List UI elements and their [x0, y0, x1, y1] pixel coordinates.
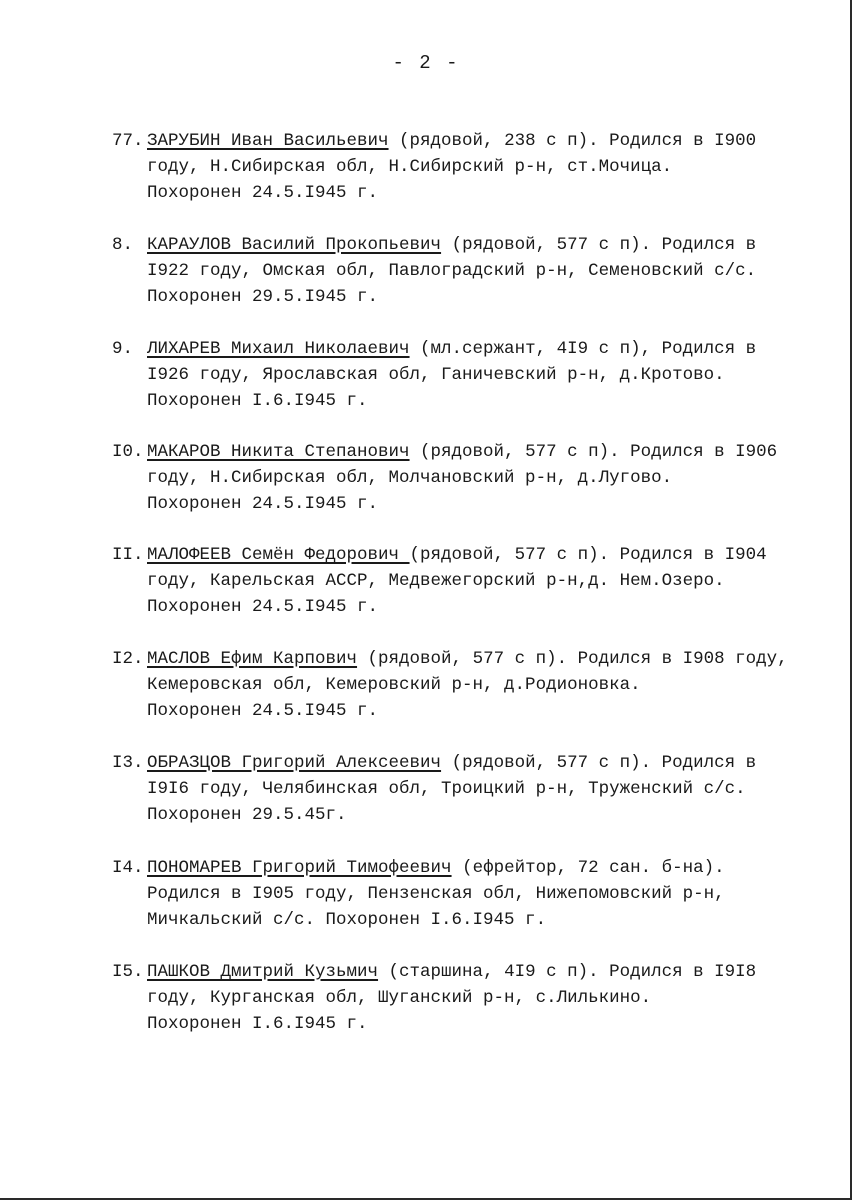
entry-details: (рядовой, 577 с п). Родился в	[441, 235, 757, 255]
entry-line: Похоронен I.6.I945 г.	[147, 391, 368, 411]
entry-details: (рядовой, 577 с п). Родился в I904	[409, 545, 767, 565]
entry-line: Родился в I905 году, Пензенская обл, Нижепомовский р-н,	[147, 884, 725, 904]
entry-number: I0.	[112, 442, 144, 462]
entry-line: году, Карельская АССР, Медвежегорский р-н,д. Нем.Озеро.	[147, 571, 725, 591]
entry-line: I926 году, Ярославская обл, Ганичевский р-н, д.Кротово.	[147, 365, 725, 385]
entry-number: 77.	[112, 131, 144, 151]
entry-line: Похоронен 24.5.I945 г.	[147, 701, 379, 721]
entry-number: I2.	[112, 649, 144, 669]
entry-details: (старшина, 4I9 с п). Родился в I9I8	[378, 962, 757, 982]
entry-line: Похоронен 24.5.I945 г.	[147, 494, 379, 514]
entry-line: году, Н.Сибирская обл, Молчановский р-н, д.Лугово.	[147, 468, 673, 488]
entry-line: I9I6 году, Челябинская обл, Троицкий р-н, Труженский с/с.	[147, 779, 746, 799]
person-name: ЗАРУБИН Иван Васильевич	[147, 131, 389, 151]
burial-entry	[112, 542, 802, 620]
entry-line: Кемеровская обл, Кемеровский р-н, д.Родионовка.	[147, 675, 641, 695]
entry-line: Похоронен 24.5.I945 г.	[147, 183, 379, 203]
entry-line: Мичкальский с/с. Похоронен I.6.I945 г.	[147, 910, 547, 930]
burial-entry	[112, 855, 802, 933]
person-name: ПОНОМАРЕВ Григорий Тимофеевич	[147, 858, 452, 878]
person-name: ЛИХАРЕВ Михаил Николаевич	[147, 339, 410, 359]
person-name: МАЛОФЕЕВ Семён Федорович	[147, 545, 410, 565]
burial-entry	[112, 439, 802, 517]
entry-details: (рядовой, 577 с п). Родился в I908 году,	[357, 649, 788, 669]
person-name: ПАШКОВ Дмитрий Кузьмич	[147, 962, 379, 982]
person-name: ОБРАЗЦОВ Григорий Алексеевич	[147, 753, 442, 773]
page-number: - 2 -	[392, 52, 460, 74]
entry-line: Похоронен I.6.I945 г.	[147, 1014, 368, 1034]
entry-line: Похоронен 24.5.I945 г.	[147, 597, 379, 617]
entry-number: I3.	[112, 753, 144, 773]
entry-number: I4.	[112, 858, 144, 878]
entry-line: году, Курганская обл, Шуганский р-н, с.Лилькино.	[147, 988, 652, 1008]
person-name: МАКАРОВ Никита Степанович	[147, 442, 410, 462]
entry-number: 9.	[112, 339, 134, 359]
burial-entry	[112, 128, 802, 206]
burial-entry	[112, 646, 802, 724]
entry-details: (ефрейтор, 72 сан. б-на).	[451, 858, 725, 878]
entry-details: (мл.сержант, 4I9 с п), Родился в	[409, 339, 757, 359]
entry-details: (рядовой, 577 с п). Родился в	[441, 753, 757, 773]
burial-entry	[112, 336, 802, 414]
burial-entry	[112, 232, 802, 310]
person-name: МАСЛОВ Ефим Карпович	[147, 649, 358, 669]
burial-entry	[112, 959, 802, 1037]
entry-details: (рядовой, 577 с п). Родился в I906	[409, 442, 778, 462]
entry-line: I922 году, Омская обл, Павлоградский р-н, Семеновский с/с.	[147, 261, 757, 281]
entry-number: I5.	[112, 962, 144, 982]
entry-line: Похоронен 29.5.45г.	[147, 805, 347, 825]
entry-details: (рядовой, 238 с п). Родился в I900	[388, 131, 757, 151]
burial-entry	[112, 750, 802, 828]
entry-number: 8.	[112, 235, 134, 255]
entry-line: году, Н.Сибирская обл, Н.Сибирский р-н, ст.Мочица.	[147, 157, 673, 177]
entry-line: Похоронен 29.5.I945 г.	[147, 287, 379, 307]
entry-number: II.	[112, 545, 144, 565]
person-name: КАРАУЛОВ Василий Прокопьевич	[147, 235, 442, 255]
